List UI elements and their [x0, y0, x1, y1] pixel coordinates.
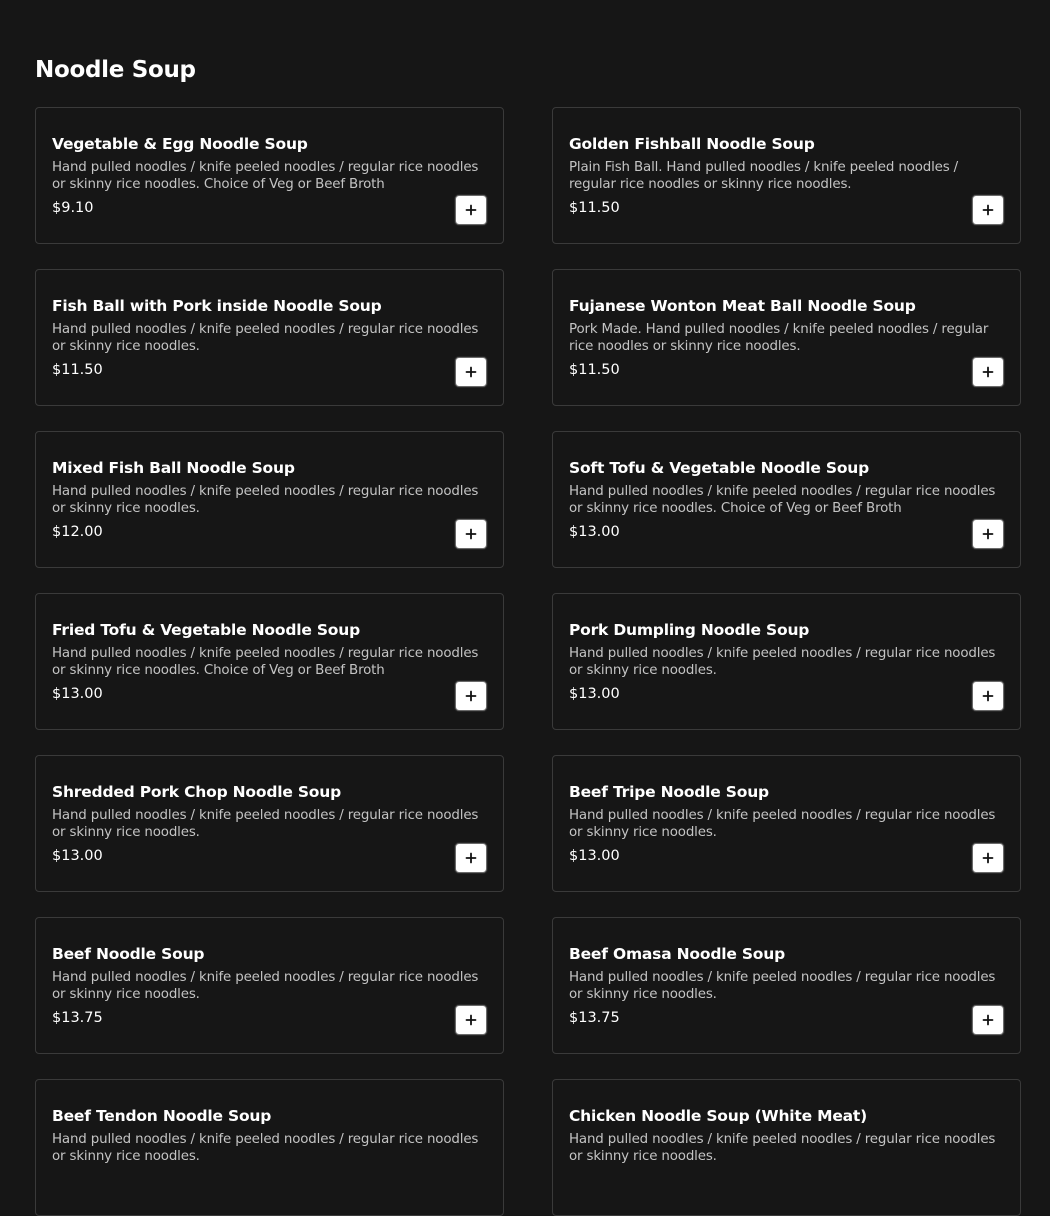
menu-item-price: $13.00	[52, 848, 103, 864]
menu-item-card[interactable]	[552, 107, 1021, 244]
menu-item-description: Hand pulled noodles / knife peeled noodles / regular rice noodles or skinny rice noodles.	[569, 970, 996, 1002]
plus-icon	[982, 1014, 994, 1026]
menu-item-name: Fish Ball with Pork inside Noodle Soup	[52, 297, 382, 315]
menu-item-card[interactable]	[552, 431, 1021, 568]
menu-item-card[interactable]	[552, 269, 1021, 406]
menu-item-description: Hand pulled noodles / knife peeled noodles / regular rice noodles or skinny rice noodles.	[52, 1132, 479, 1164]
plus-icon	[982, 690, 994, 702]
menu-item-price: $11.50	[569, 200, 620, 216]
add-to-cart-button[interactable]	[455, 195, 487, 225]
menu-item-name: Golden Fishball Noodle Soup	[569, 135, 815, 153]
plus-icon	[465, 1014, 477, 1026]
menu-item-price: $13.75	[52, 1010, 103, 1026]
add-to-cart-button[interactable]	[455, 1005, 487, 1035]
menu-item-description: Hand pulled noodles / knife peeled noodles / regular rice noodles or skinny rice noodles. Choice of Veg or Beef Broth	[569, 484, 996, 516]
add-to-cart-button[interactable]	[972, 843, 1004, 873]
menu-item-card[interactable]	[35, 755, 504, 892]
menu-item-card[interactable]	[552, 593, 1021, 730]
menu-item-name: Beef Tendon Noodle Soup	[52, 1107, 272, 1125]
plus-icon	[465, 690, 477, 702]
menu-item-price: $12.00	[52, 524, 103, 540]
plus-icon	[982, 852, 994, 864]
menu-item-description: Hand pulled noodles / knife peeled noodles / regular rice noodles or skinny rice noodles.	[569, 646, 996, 678]
add-to-cart-button[interactable]	[455, 843, 487, 873]
menu-item-price: $11.50	[52, 362, 103, 378]
menu-item-description: Pork Made. Hand pulled noodles / knife peeled noodles / regular rice noodles or skinny rice noodles.	[569, 322, 989, 354]
menu-item-card[interactable]	[35, 431, 504, 568]
plus-icon	[982, 204, 994, 216]
menu-item-name: Soft Tofu & Vegetable Noodle Soup	[569, 459, 869, 477]
add-to-cart-button[interactable]	[972, 681, 1004, 711]
menu-item-card[interactable]	[35, 107, 504, 244]
menu-item-name: Chicken Noodle Soup (White Meat)	[569, 1107, 868, 1125]
section-title: Noodle Soup	[35, 57, 196, 83]
menu-item-name: Beef Tripe Noodle Soup	[569, 783, 769, 801]
menu-item-card[interactable]	[35, 269, 504, 406]
menu-item-name: Beef Omasa Noodle Soup	[569, 945, 785, 963]
add-to-cart-button[interactable]	[455, 357, 487, 387]
plus-icon	[465, 204, 477, 216]
add-to-cart-button[interactable]	[455, 681, 487, 711]
menu-item-description: Hand pulled noodles / knife peeled noodles / regular rice noodles or skinny rice noodles.	[52, 808, 479, 840]
menu-item-grid	[35, 107, 1021, 1216]
plus-icon	[465, 528, 477, 540]
menu-item-price: $13.75	[569, 1010, 620, 1026]
menu-item-name: Fried Tofu & Vegetable Noodle Soup	[52, 621, 360, 639]
add-to-cart-button[interactable]	[455, 519, 487, 549]
menu-item-card[interactable]	[552, 755, 1021, 892]
menu-item-description: Plain Fish Ball. Hand pulled noodles / knife peeled noodles / regular rice noodles or skinny rice noodles.	[569, 160, 959, 192]
menu-item-name: Beef Noodle Soup	[52, 945, 205, 963]
add-to-cart-button[interactable]	[972, 519, 1004, 549]
plus-icon	[465, 852, 477, 864]
menu-item-price: $9.10	[52, 200, 94, 216]
add-to-cart-button[interactable]	[972, 1005, 1004, 1035]
add-to-cart-button[interactable]	[972, 357, 1004, 387]
plus-icon	[465, 366, 477, 378]
menu-item-card[interactable]	[35, 593, 504, 730]
menu-item-card[interactable]	[552, 917, 1021, 1054]
menu-item-description: Hand pulled noodles / knife peeled noodles / regular rice noodles or skinny rice noodles. Choice of Veg or Beef Broth	[52, 160, 479, 192]
menu-item-price: $13.00	[52, 686, 103, 702]
menu-item-name: Pork Dumpling Noodle Soup	[569, 621, 810, 639]
menu-item-description: Hand pulled noodles / knife peeled noodles / regular rice noodles or skinny rice noodles.	[52, 970, 479, 1002]
menu-item-card[interactable]	[35, 917, 504, 1054]
menu-item-price: $13.00	[569, 524, 620, 540]
menu-item-name: Mixed Fish Ball Noodle Soup	[52, 459, 295, 477]
menu-item-description: Hand pulled noodles / knife peeled noodles / regular rice noodles or skinny rice noodles.	[569, 808, 996, 840]
plus-icon	[982, 528, 994, 540]
plus-icon	[982, 366, 994, 378]
menu-item-description: Hand pulled noodles / knife peeled noodles / regular rice noodles or skinny rice noodles.	[569, 1132, 996, 1164]
menu-item-price: $13.00	[569, 848, 620, 864]
menu-item-description: Hand pulled noodles / knife peeled noodles / regular rice noodles or skinny rice noodles. Choice of Veg or Beef Broth	[52, 646, 479, 678]
menu-item-name: Shredded Pork Chop Noodle Soup	[52, 783, 341, 801]
menu-item-description: Hand pulled noodles / knife peeled noodles / regular rice noodles or skinny rice noodles.	[52, 322, 479, 354]
menu-item-price: $13.00	[569, 686, 620, 702]
menu-item-name: Vegetable & Egg Noodle Soup	[52, 135, 308, 153]
menu-item-description: Hand pulled noodles / knife peeled noodles / regular rice noodles or skinny rice noodles.	[52, 484, 479, 516]
menu-item-name: Fujanese Wonton Meat Ball Noodle Soup	[569, 297, 916, 315]
menu-item-price: $11.50	[569, 362, 620, 378]
add-to-cart-button[interactable]	[972, 195, 1004, 225]
